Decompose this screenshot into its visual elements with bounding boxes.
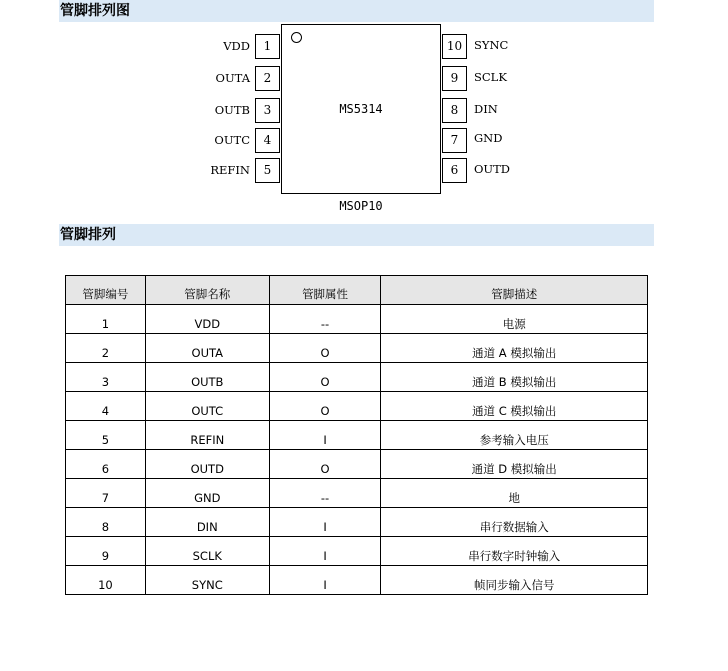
pin-number-box: 5	[255, 158, 280, 183]
cell-pin-description: 通道 A 模拟输出	[381, 334, 648, 363]
cell-pin-description: 串行数据输入	[381, 508, 648, 537]
section-bar-pinout-diagram	[59, 0, 654, 22]
cell-pin-attribute: O	[269, 363, 381, 392]
pin-number-box: 9	[442, 66, 467, 91]
table-row	[66, 305, 648, 334]
cell-pin-name: VDD	[145, 305, 269, 334]
table-header-row	[66, 276, 648, 305]
cell-pin-attribute: I	[269, 421, 381, 450]
table-row	[66, 421, 648, 450]
cell-pin-description: 通道 D 模拟输出	[381, 450, 648, 479]
cell-pin-number: 10	[66, 566, 146, 595]
pin-number-box: 10	[442, 34, 467, 59]
pin-label-right: GND	[474, 131, 503, 145]
table-row	[66, 508, 648, 537]
table-row	[66, 392, 648, 421]
pin-label-right: SCLK	[474, 70, 507, 84]
chip-name: MS5314	[339, 102, 383, 116]
cell-pin-name: OUTA	[145, 334, 269, 363]
cell-pin-description: 地	[381, 479, 648, 508]
cell-pin-number: 5	[66, 421, 146, 450]
cell-pin-description: 通道 C 模拟输出	[381, 392, 648, 421]
cell-pin-description: 电源	[381, 305, 648, 334]
cell-pin-attribute: O	[269, 334, 381, 363]
package-name: MSOP10	[339, 199, 383, 213]
table-row	[66, 479, 648, 508]
section-title-pin-list: 管脚排列	[60, 227, 116, 243]
cell-pin-name: SYNC	[145, 566, 269, 595]
header-pin-attribute: 管脚属性	[269, 276, 381, 305]
header-pin-name: 管脚名称	[145, 276, 269, 305]
cell-pin-description: 帧同步输入信号	[381, 566, 648, 595]
cell-pin-name: OUTD	[145, 450, 269, 479]
cell-pin-name: OUTC	[145, 392, 269, 421]
cell-pin-name: GND	[145, 479, 269, 508]
pin-table	[65, 275, 648, 595]
pin-label-left: OUTA	[215, 71, 250, 85]
cell-pin-description: 参考输入电压	[381, 421, 648, 450]
table-row	[66, 334, 648, 363]
pin-number-box: 6	[442, 158, 467, 183]
cell-pin-number: 8	[66, 508, 146, 537]
pin-label-right: SYNC	[474, 38, 509, 52]
pin-label-right: DIN	[474, 102, 498, 116]
pin-label-right: OUTD	[474, 162, 511, 176]
table-row	[66, 566, 648, 595]
cell-pin-number: 9	[66, 537, 146, 566]
header-pin-number: 管脚编号	[66, 276, 146, 305]
table-row	[66, 537, 648, 566]
pin-number-box: 3	[255, 98, 280, 123]
cell-pin-attribute: O	[269, 392, 381, 421]
cell-pin-name: OUTB	[145, 363, 269, 392]
cell-pin-attribute: O	[269, 450, 381, 479]
pin-number-box: 8	[442, 98, 467, 123]
cell-pin-description: 串行数字时钟输入	[381, 537, 648, 566]
section-title-pinout-diagram: 管脚排列图	[60, 3, 130, 19]
cell-pin-name: SCLK	[145, 537, 269, 566]
cell-pin-name: REFIN	[145, 421, 269, 450]
cell-pin-attribute: --	[269, 305, 381, 334]
pin-label-left: OUTC	[214, 133, 250, 147]
table-row	[66, 363, 648, 392]
pin-number-box: 1	[255, 34, 280, 59]
pin-number-box: 4	[255, 128, 280, 153]
cell-pin-number: 3	[66, 363, 146, 392]
cell-pin-number: 1	[66, 305, 146, 334]
cell-pin-attribute: --	[269, 479, 381, 508]
cell-pin-number: 4	[66, 392, 146, 421]
cell-pin-number: 7	[66, 479, 146, 508]
cell-pin-number: 2	[66, 334, 146, 363]
header-pin-description: 管脚描述	[381, 276, 648, 305]
pin-label-left: OUTB	[214, 103, 250, 117]
pin-number-box: 2	[255, 66, 280, 91]
cell-pin-number: 6	[66, 450, 146, 479]
cell-pin-attribute: I	[269, 566, 381, 595]
pin-label-left: VDD	[223, 39, 250, 53]
cell-pin-attribute: I	[269, 508, 381, 537]
cell-pin-attribute: I	[269, 537, 381, 566]
pin-number-box: 7	[442, 128, 467, 153]
cell-pin-name: DIN	[145, 508, 269, 537]
pin-label-left: REFIN	[210, 163, 250, 177]
section-bar-pin-list	[59, 224, 654, 246]
pin1-marker-icon	[291, 32, 302, 43]
cell-pin-description: 通道 B 模拟输出	[381, 363, 648, 392]
table-row	[66, 450, 648, 479]
